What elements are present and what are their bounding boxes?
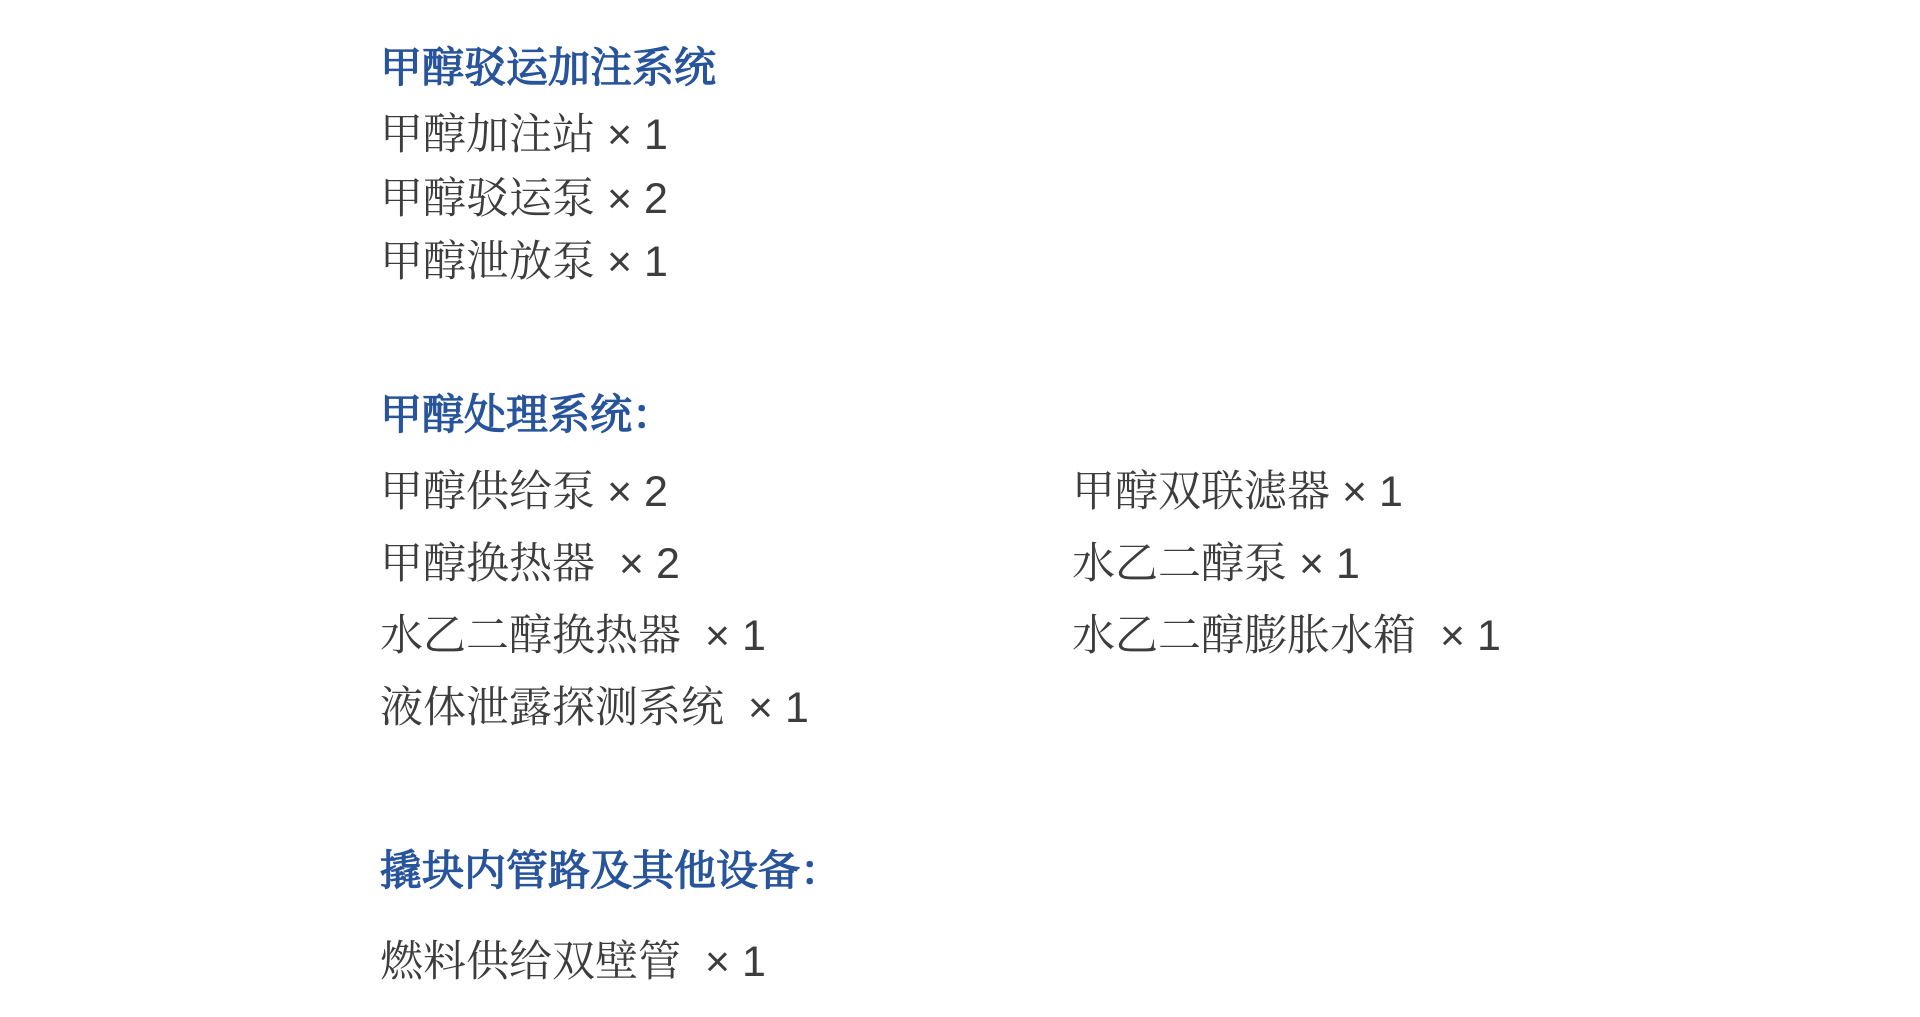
equipment-item-heat-exchanger: 甲醇换热器 × 2	[380, 540, 680, 588]
section-title-methanol-treatment: 甲醇处理系统：	[380, 391, 675, 438]
section-title-methanol-bunkering: 甲醇驳运加注系统	[380, 44, 717, 91]
section-title-skid-piping: 撬块内管路及其他设备：	[380, 847, 843, 894]
equipment-item-fuel-double-wall-pipe: 燃料供给双壁管 × 1	[380, 938, 766, 986]
equipment-item-glycol-pump: 水乙二醇泵 × 1	[1072, 540, 1360, 588]
equipment-item-drain-pump: 甲醇泄放泵 × 1	[380, 238, 668, 286]
equipment-item-transfer-pump: 甲醇驳运泵 × 2	[380, 175, 668, 223]
equipment-item-glycol-heat-exchanger: 水乙二醇换热器 × 1	[380, 612, 766, 660]
equipment-item-duplex-filter: 甲醇双联滤器 × 1	[1072, 468, 1403, 516]
equipment-item-supply-pump: 甲醇供给泵 × 2	[380, 468, 668, 516]
equipment-item-leak-detection-system: 液体泄露探测系统 × 1	[380, 684, 809, 732]
equipment-item-glycol-expansion-tank: 水乙二醇膨胀水箱 × 1	[1072, 612, 1501, 660]
equipment-item-bunkering-station: 甲醇加注站 × 1	[380, 111, 668, 159]
